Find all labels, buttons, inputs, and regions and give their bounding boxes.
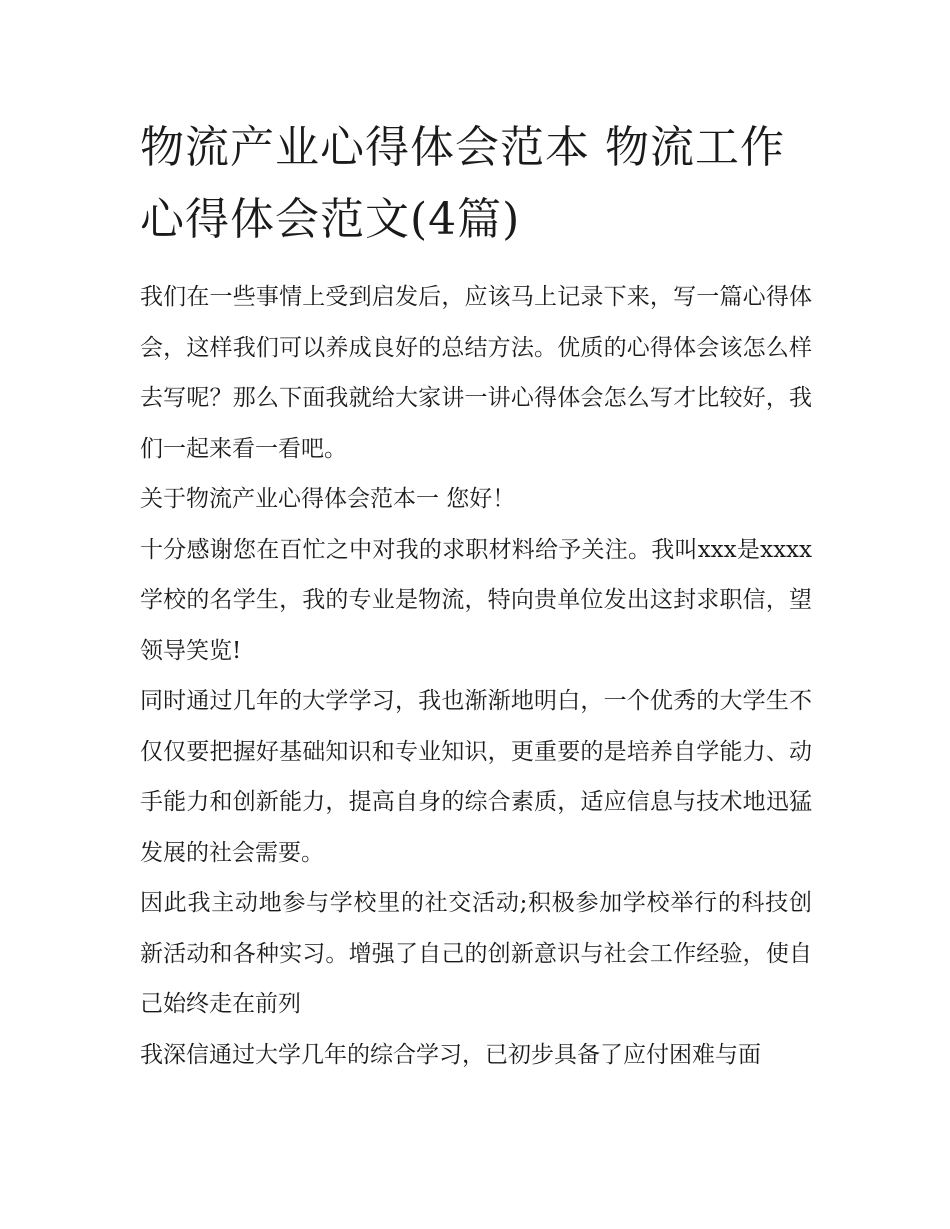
document-body [140,112,812,1080]
paragraph-greeting: 关于物流产业心得体会范本一 您好！ [140,486,516,512]
paragraph-thanks: 十分感谢您在百忙之中对我的求职材料给予关注。我叫xxx是xxxx学校的名学生，我的专业是物流，特向贵单位发出这封求职信，望领导笑览! [140,536,812,664]
paragraph-intro: 我们在一些事情上受到启发后，应该马上记录下来，写一篇心得体会，这样我们可以养成良好的总结方法。优质的心得体会该怎么样去写呢？那么下面我就给大家讲一讲心得体会怎么写才比较好，我们一起来看一看吧。 [140,284,812,462]
paragraph-conclusion: 我深信通过大学几年的综合学习，已初步具备了应付困难与面 [140,1041,761,1068]
document-title: 物流产业心得体会范本 物流工作心得体会范文(4篇) [140,122,785,245]
paragraph-activities: 因此我主动地参与学校里的社交活动;积极参加学校举行的科技创新活动和各种实习。增强了自己的创新意识与社会工作经验，使自己始终走在前列 [140,890,812,1017]
paragraph-study: 同时通过几年的大学学习，我也渐渐地明白，一个优秀的大学生不仅仅要把握好基础知识和专业知识，更重要的是培养自学能力、动手能力和创新能力，提高自身的综合素质，适应信息与技术地迅猛发展的社会需要。 [140,688,812,866]
